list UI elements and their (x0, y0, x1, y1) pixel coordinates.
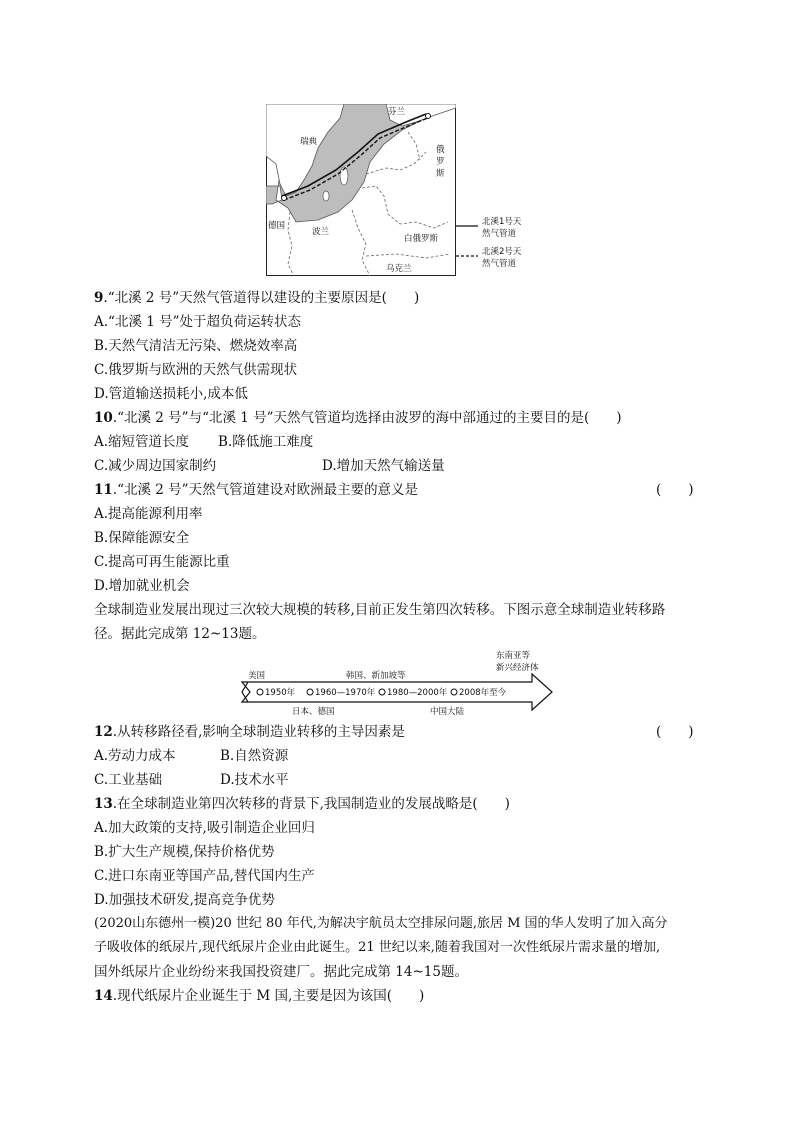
label-finland: 芬兰 (388, 107, 406, 117)
label-germany: 德国 (268, 221, 286, 231)
q13-option-c[interactable]: C.进口东南亚等国产品,替代国内生产 (94, 868, 315, 884)
q10-stem: 10.“北溪 2 号”与“北溪 1 号”天然气管道均选择由波罗的海中部通过的主要目的是( ) (94, 410, 622, 426)
q12-stem: 12.从转移路径看,影响全球制造业转移的主导因素是 (94, 724, 405, 740)
timeline-period-1960-1970: 1960—1970年 (315, 688, 376, 698)
q10-option-a[interactable]: A.缩短管道长度 (94, 434, 190, 450)
label-poland: 波兰 (312, 227, 330, 237)
label-russia-3: 斯 (436, 169, 445, 179)
q9-option-a[interactable]: A.“北溪 1 号”处于超负荷运转状态 (94, 314, 302, 330)
label-sweden: 瑞典 (300, 137, 318, 147)
q11-option-b[interactable]: B.保障能源安全 (94, 530, 190, 546)
label-ukraine: 乌克兰 (386, 264, 412, 274)
q13-option-a[interactable]: A.加大政策的支持,吸引制造企业回归 (94, 820, 315, 836)
q11-option-a[interactable]: A.提高能源利用率 (94, 506, 203, 522)
intro-paragraph-2-line-1: (2020山东德州一模)20 世纪 80 年代,为解决宇航员太空排尿问题,旅居 M 国的华人发明了加入高分 (94, 916, 668, 931)
timeline-label-korea-singapore: 韩国、新加坡等 (346, 671, 406, 681)
q13-option-d[interactable]: D.加强技术研发,提高竞争优势 (94, 892, 275, 908)
map-legend (456, 214, 546, 274)
q9-stem: 9.“北溪 2 号”天然气管道得以建设的主要原因是( ) (94, 290, 420, 306)
timeline-label-usa: 美国 (248, 671, 266, 681)
manufacturing-transfer-timeline (240, 648, 556, 720)
q10-option-d[interactable]: D.增加天然气输送量 (322, 458, 445, 474)
timeline-period-2008-now: 2008年至今 (459, 688, 507, 698)
intro-paragraph-2-line-3: 国外纸尿片企业纷纷来我国投资建厂。据此完成第 14~15题。 (94, 964, 468, 980)
q14-stem: 14.现代纸尿片企业诞生于 M 国,主要是因为该国( ) (94, 988, 425, 1004)
q9-option-c[interactable]: C.俄罗斯与欧洲的天然气供需现状 (94, 362, 298, 378)
intro-paragraph-1-line-1: 全球制造业发展出现过三次较大规模的转移,目前正发生第四次转移。下图示意全球制造业转移路 (94, 602, 666, 618)
q12-option-d[interactable]: D.技术水平 (220, 772, 289, 788)
q12-answer-paren[interactable]: ( ) (656, 724, 694, 740)
timeline-label-japan-germany: 日本、德国 (292, 707, 335, 717)
q13-stem: 13.在全球制造业第四次转移的背景下,我国制造业的发展战略是( ) (94, 796, 510, 812)
intro-paragraph-1-line-2: 径。据此完成第 12~13题。 (94, 626, 266, 642)
q12-option-a[interactable]: A.劳动力成本 (94, 748, 176, 764)
q12-option-c[interactable]: C.工业基础 (94, 772, 163, 788)
q11-option-d[interactable]: D.增加就业机会 (94, 578, 190, 594)
timeline-period-1950: 1950年 (265, 688, 296, 698)
timeline-period-1980-2000: 1980—2000年 (387, 688, 448, 698)
svg-text:北溪2号天: 北溪2号天 (482, 247, 522, 257)
q11-stem: 11.“北溪 2 号”天然气管道建设对欧洲最主要的意义是 (94, 482, 419, 498)
q11-answer-paren[interactable]: ( ) (656, 482, 694, 498)
svg-text:北溪1号天: 北溪1号天 (482, 217, 522, 227)
pipeline-map (266, 104, 456, 276)
intro-paragraph-2-line-2: 子吸收体的纸尿片,现代纸尿片企业由此诞生。21 世纪以来,随着我国对一次性纸尿片需求量的增加, (94, 940, 661, 955)
timeline-label-china-mainland: 中国大陆 (430, 707, 465, 717)
label-belarus: 白俄罗斯 (404, 234, 439, 244)
q11-option-c[interactable]: C.提高可再生能源比重 (94, 554, 230, 570)
q10-option-b[interactable]: B.降低施工难度 (218, 434, 314, 450)
timeline-label-southeast-asia: 东南亚等 (496, 651, 531, 661)
q12-option-b[interactable]: B.自然资源 (220, 748, 289, 764)
label-russia-2: 罗 (436, 157, 445, 167)
label-russia-1: 俄 (436, 145, 445, 155)
q13-option-b[interactable]: B.扩大生产规模,保持价格优势 (94, 844, 275, 860)
q9-option-b[interactable]: B.天然气清洁无污染、燃烧效率高 (94, 338, 298, 354)
timeline-label-emerging-economies: 新兴经济体 (496, 663, 539, 673)
q9-option-d[interactable]: D.管道输送损耗小,成本低 (94, 386, 248, 402)
svg-text:然气管道: 然气管道 (482, 259, 517, 269)
q10-option-c[interactable]: C.减少周边国家制约 (94, 458, 217, 474)
svg-text:然气管道: 然气管道 (482, 229, 517, 239)
